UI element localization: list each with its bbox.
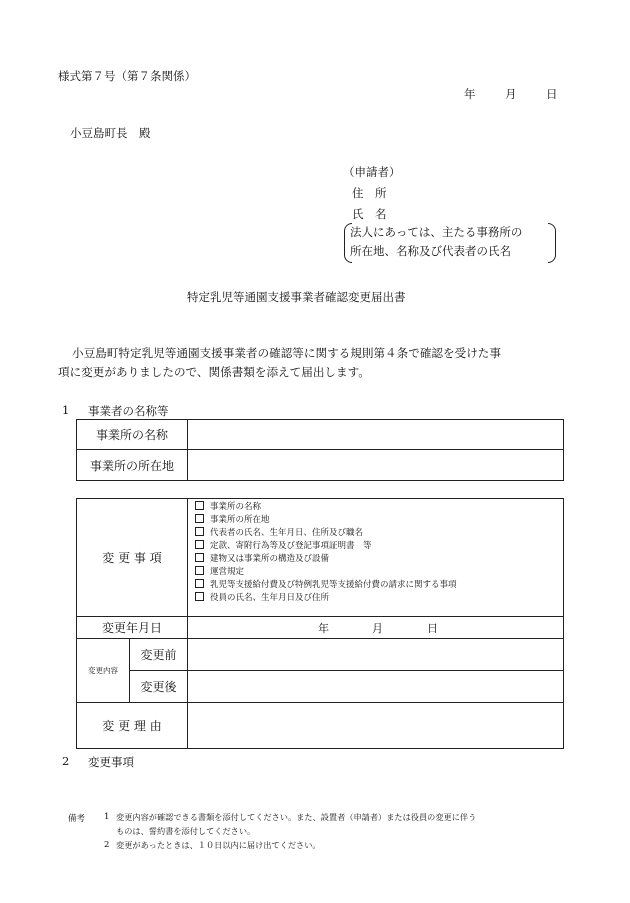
section2-number: 2 <box>62 754 70 768</box>
checkbox-icon[interactable] <box>195 553 204 562</box>
date-day: 日 <box>546 87 558 101</box>
form-number: 様式第７号（第７条関係） <box>58 69 196 83</box>
section1-number: 1 <box>62 403 70 417</box>
name-label: 氏 名 <box>352 207 387 221</box>
change-table <box>76 498 564 749</box>
business-name-field[interactable] <box>188 420 564 450</box>
note2-text: 変更があったときは、１０日以内に届け出てください。 <box>116 840 321 850</box>
section2-title: 変更事項 <box>88 755 134 769</box>
reason-label: 変 更 理 由 <box>77 703 188 749</box>
content-label: 変更内容 <box>77 639 130 703</box>
change-item-6[interactable]: 運営規定 <box>195 566 563 579</box>
right-bracket <box>548 223 556 263</box>
addressee: 小豆島町長 殿 <box>70 126 151 140</box>
change-item-2[interactable]: 事業所の所在地 <box>195 514 563 527</box>
note1-line1: 変更内容が確認できる書類を添付してください。また、設置者（申請者）または役員の変更に伴う <box>116 812 477 822</box>
change-item-7[interactable]: 乳児等支援給付費及び特例乳児等支援給付費の請求に関する事項 <box>195 579 563 592</box>
change-item-1[interactable]: 事業所の名称 <box>195 501 563 514</box>
checkbox-icon[interactable] <box>195 527 204 536</box>
business-table <box>76 419 564 481</box>
change-date-month: 月 <box>372 622 383 635</box>
before-field[interactable] <box>188 639 564 671</box>
change-date-label: 変更年月日 <box>77 617 188 639</box>
change-item-3[interactable]: 代表者の氏名、生年月日、住所及び職名 <box>195 527 563 540</box>
date-month: 月 <box>505 87 517 101</box>
checkbox-icon[interactable] <box>195 540 204 549</box>
note1-line2: ものは、誓約書を添付してください。 <box>116 826 256 836</box>
change-items-label: 変 更 事 項 <box>77 499 188 617</box>
applicant-note-line1: 法人にあっては、主たる事務所の <box>350 225 523 239</box>
body-line1: 小豆島町特定乳児等通園支援事業者の確認等に関する規則第４条で確認を受けた事 <box>72 346 501 360</box>
before-label: 変更前 <box>130 639 188 671</box>
change-item-5[interactable]: 建物又は事業所の構造及び設備 <box>195 553 563 566</box>
note2-number: 2 <box>104 840 110 850</box>
after-field[interactable] <box>188 671 564 703</box>
change-date-field[interactable] <box>188 617 564 639</box>
business-address-label: 事業所の所在地 <box>77 450 188 481</box>
after-label: 変更後 <box>130 671 188 703</box>
reason-field[interactable] <box>188 703 564 749</box>
business-name-label: 事業所の名称 <box>77 420 188 450</box>
change-date-day: 日 <box>427 622 438 635</box>
change-item-4[interactable]: 定款、寄附行為等及び登記事項証明書 等 <box>195 540 563 553</box>
applicant-note-line2: 所在地、名称及び代表者の氏名 <box>350 244 511 258</box>
body-line2: 項に変更がありましたので、関係書類を添えて届出します。 <box>58 365 370 379</box>
checkbox-icon[interactable] <box>195 501 204 510</box>
note1-number: 1 <box>104 812 110 822</box>
applicant-heading: （申請者） <box>343 165 401 179</box>
notes-label: 備考 <box>68 814 86 824</box>
form-title: 特定乳児等通園支援事業者確認変更届出書 <box>187 290 406 304</box>
change-items-list <box>188 499 564 617</box>
checkbox-icon[interactable] <box>195 579 204 588</box>
section1-title: 事業者の名称等 <box>88 404 169 418</box>
checkbox-icon[interactable] <box>195 566 204 575</box>
checkbox-icon[interactable] <box>195 592 204 601</box>
address-label: 住 所 <box>352 186 387 200</box>
change-date-year: 年 <box>318 622 329 635</box>
business-address-field[interactable] <box>188 450 564 481</box>
change-item-8[interactable]: 役員の氏名、生年月日及び住所 <box>195 592 563 605</box>
checkbox-icon[interactable] <box>195 514 204 523</box>
date-year: 年 <box>464 87 476 101</box>
